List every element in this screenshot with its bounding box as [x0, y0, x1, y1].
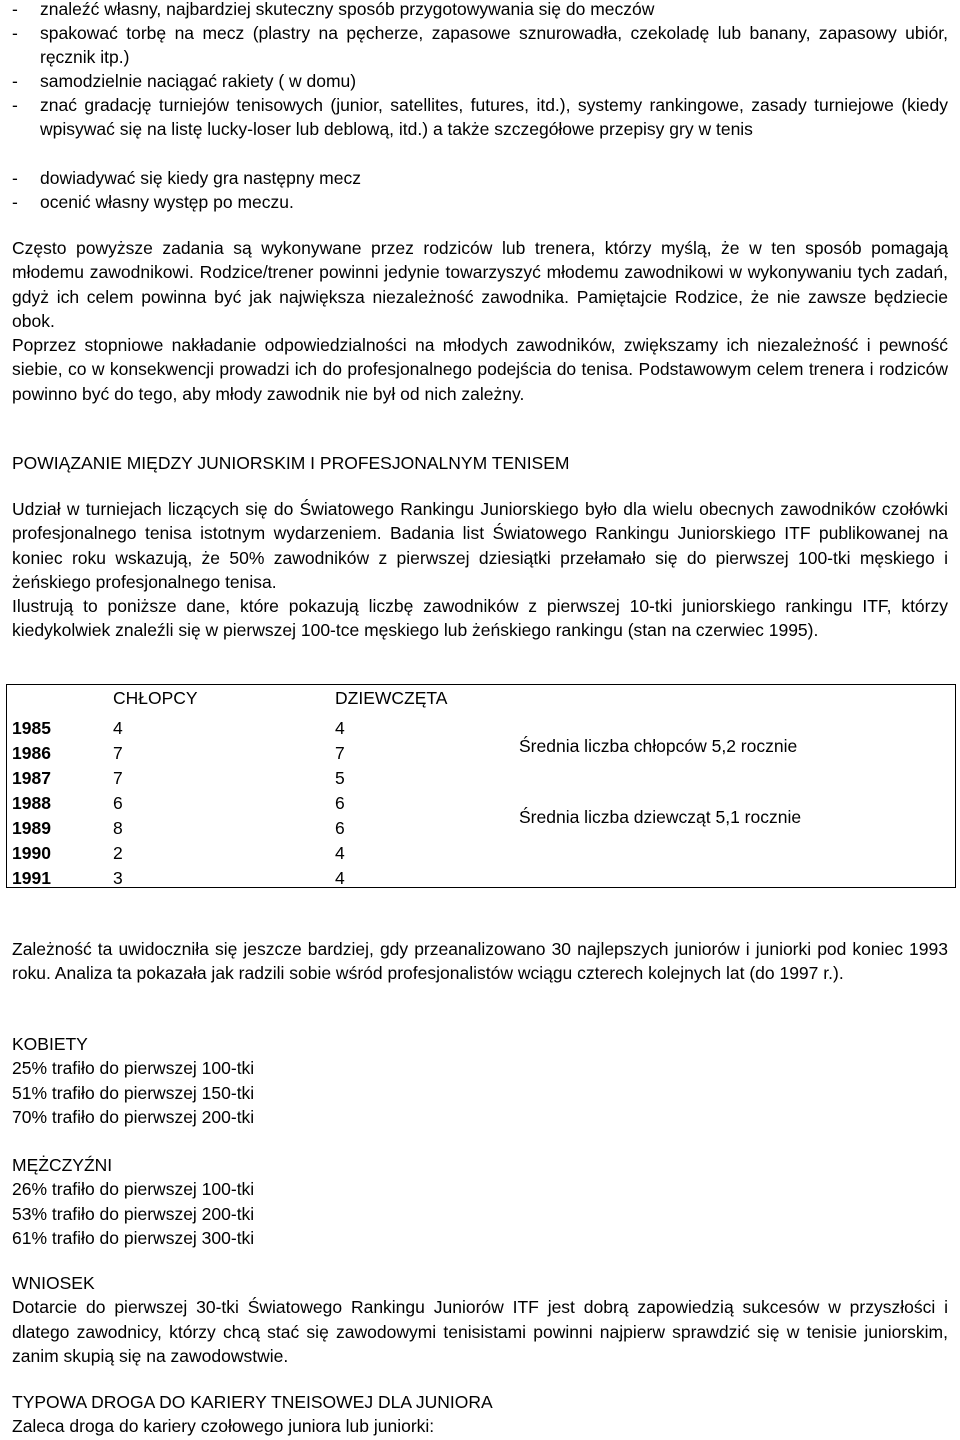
ranking-table	[6, 684, 956, 888]
cell-boys: 8	[113, 818, 123, 838]
conclusion-text: Dotarcie do pierwszej 30-tki Światowego Rankingu Juniorów ITF jest dobrą zapowiedzią sukcesów w przyszłości i dlatego zawodnicy, którzy chcą stać się zawodowymi tenisistami powinni najpierw sprawdzić się w tenisie juniorskim, zanim skupią się na zawodowstwie.	[12, 1297, 948, 1366]
career-path-heading: TYPOWA DROGA DO KARIERY TNEISOWEJ DLA JUNIORA	[12, 1392, 493, 1412]
conclusion-heading: WNIOSEK	[12, 1273, 95, 1293]
bullet-text: znaleźć własny, najbardziej skuteczny sposób przygotowywania się do meczów	[40, 0, 655, 19]
men-stats	[12, 1153, 254, 1250]
dash-marker: -	[12, 0, 18, 19]
average-girls-note: Średnia liczba dziewcząt 5,1 rocznie	[519, 807, 802, 827]
women-heading: KOBIETY	[12, 1034, 88, 1054]
dash-marker: -	[12, 168, 18, 188]
row-year: 1989	[12, 818, 51, 838]
cell-boys: 3	[113, 868, 123, 888]
cell-girls: 4	[335, 868, 345, 888]
column-header-girls: DZIEWCZĘTA	[335, 688, 448, 708]
cell-girls: 6	[335, 818, 345, 838]
bullet-text: spakować torbę na mecz (plastry na pęcherze, zapasowe sznurowadła, czekoladę lub banany, zapasowy ubiór, ręcznik itp.)	[40, 23, 948, 68]
women-stat-line: 70% trafiło do pierwszej 200-tki	[12, 1106, 255, 1127]
women-stat-line: 51% trafiło do pierwszej 150-tki	[12, 1082, 255, 1103]
men-stat-line: 53% trafiło do pierwszej 200-tki	[12, 1203, 255, 1224]
dash-marker: -	[12, 71, 18, 91]
cell-girls: 4	[335, 718, 345, 738]
cell-boys: 7	[113, 743, 123, 763]
dash-marker: -	[12, 192, 18, 212]
bullet-text: znać gradację turniejów tenisowych (junior, satellites, futures, itd.), systemy rankingowe, zasady turniejowe (kiedy wpisywać się na listę lucky-loser lub deblową, itd.) a także szczegółowe przepisy gry w tenis	[40, 95, 948, 140]
bullet-text: samodzielnie naciągać rakiety ( w domu)	[40, 71, 357, 91]
average-boys-note: Średnia liczba chłopców 5,2 rocznie	[519, 736, 798, 756]
row-year: 1987	[12, 768, 51, 788]
row-year: 1986	[12, 743, 51, 763]
conclusion-section	[12, 1271, 948, 1368]
men-stat-line: 61% trafiło do pierwszej 300-tki	[12, 1227, 255, 1248]
cell-boys: 7	[113, 768, 123, 788]
cell-girls: 6	[335, 793, 345, 813]
row-year: 1990	[12, 843, 51, 863]
bullet-text: ocenić własny występ po meczu.	[40, 192, 294, 212]
bullet-text: dowiadywać się kiedy gra następny mecz	[40, 168, 361, 188]
cell-boys: 6	[113, 793, 123, 813]
women-stat-line: 25% trafiło do pierwszej 100-tki	[12, 1058, 255, 1079]
men-heading: MĘŻCZYŹNI	[12, 1155, 113, 1175]
cell-girls: 7	[335, 743, 345, 763]
row-year: 1985	[12, 718, 51, 738]
row-year: 1988	[12, 793, 51, 813]
cell-boys: 2	[113, 843, 123, 863]
dash-marker: -	[12, 95, 18, 115]
career-path-section	[12, 1390, 948, 1439]
paragraph-analysis-1993: Zależność ta uwidoczniła się jeszcze bardziej, gdy przeanalizowano 30 najlepszych juniorów i juniorki pod koniec 1993 roku. Analiza ta pokazała jak radzili sobie wśród profesjonalistów wciągu czterech kolejnych lat (do 1997 r.).	[12, 939, 948, 984]
men-stat-line: 26% trafiło do pierwszej 100-tki	[12, 1179, 255, 1200]
cell-boys: 4	[113, 718, 123, 738]
paragraph-junior-ranking: Udział w turniejach liczących się do Światowego Rankingu Juniorskiego było dla wielu obecnych zawodników czołówki profesjonalnego tenisa istotnym wydarzeniem. Badania list Światowego Rankingu Juniorskiego ITF publikowanej na koniec roku wskazują, że 50% zawodników z pierwszej dziesiątki przełamało się do pierwszej 100-tki męskiego i żeńskiego profesjonalnego tenisa. Ilustrują to poniższe dane, które pokazują liczbę zawodników z pierwszej 10-tki juniorskiego rankingu ITF, którzy kiedykolwiek znaleźli się w pierwszej 100-tce męskiego lub żeńskiego rankingu (stan na czerwiec 1995).	[12, 499, 948, 641]
cell-girls: 4	[335, 843, 345, 863]
paragraph-parents-role: Często powyższe zadania są wykonywane przez rodziców lub trenera, którzy myślą, że w ten sposób pomagają młodemu zawodnikowi. Rodzice/trener powinni jedynie towarzyszyć młodemu zawodnikowi w wykonywaniu tych zadań, gdyż ich celem powinna być jak największa niezależność zawodnika. Pamiętajcie Rodzice, że nie zawsze będziecie obok. Poprzez stopniowe nakładanie odpowiedzialności na młodych zawodników, zwiększamy ich niezależność i pewność siebie, co w konsekwencji prowadzi ich do profesjonalnego podejścia do tenisa. Podstawowym celem trenera i rodziców powinno być do tego, aby młody zawodnik nie był od nich zależny.	[12, 238, 948, 404]
column-header-boys: CHŁOPCY	[113, 688, 198, 708]
women-stats	[12, 1032, 254, 1129]
career-path-intro: Zaleca droga do kariery czołowego juniora lub juniorki:	[12, 1416, 435, 1437]
row-year: 1991	[12, 868, 51, 888]
dash-marker: -	[12, 23, 18, 43]
section-heading: POWIĄZANIE MIĘDZY JUNIORSKIM I PROFESJONALNYM TENISEM	[12, 453, 570, 473]
cell-girls: 5	[335, 768, 345, 788]
